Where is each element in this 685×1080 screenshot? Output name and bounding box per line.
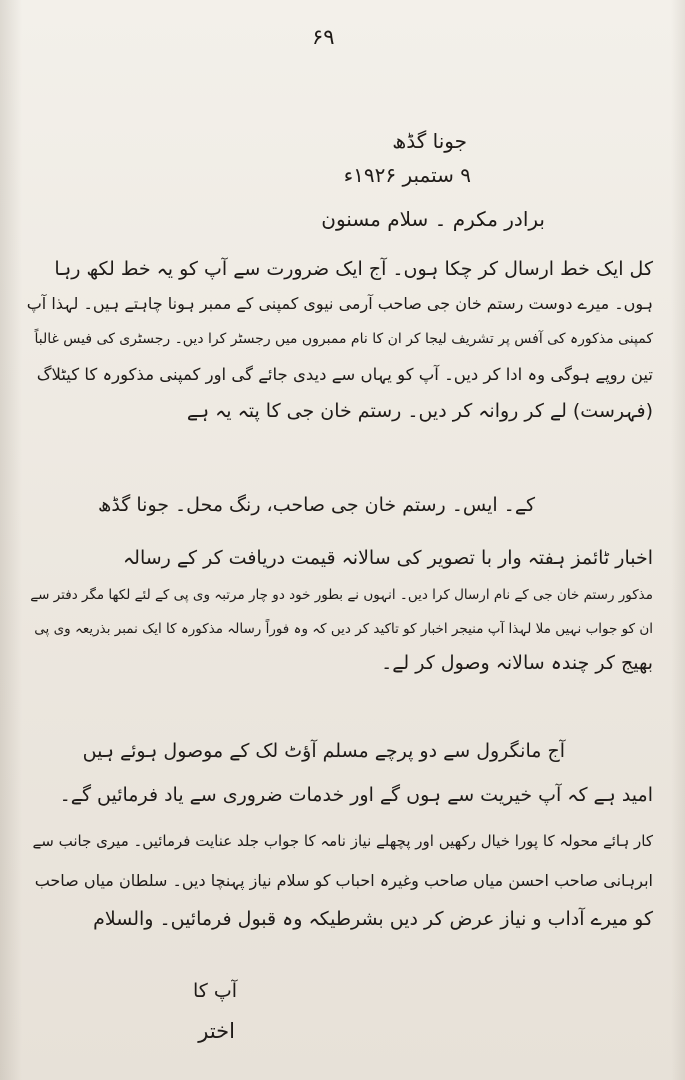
letter-salutation: برادر مکرم ۔ سلام مسنون	[321, 207, 545, 231]
letter-line: ان کو جواب نہیں ملا لہذا آپ منیجر اخبار کو تاکید کر دیں کہ وہ فوراً رسالہ مذکورہ کا ایک نمبر بذریعہ وی پی	[34, 621, 653, 637]
letter-line: مذکور رستم خان جی کے نام ارسال کرا دیں۔ انہوں نے بطور خود دو چار مرتبہ وی پی کے لئے لکھا مگر دفتر سے	[30, 587, 653, 603]
letter-closing: آپ کا	[192, 980, 237, 1002]
letter-line: کل ایک خط ارسال کر چکا ہوں۔ آج ایک ضرورت سے آپ کو یہ خط لکھ رہا	[54, 258, 653, 280]
letter-line: تین روپے ہوگی وہ ادا کر دیں۔ آپ کو یہاں سے دیدی جائے گی اور کمپنی مذکورہ کا کیٹلاگ	[36, 365, 653, 384]
letter-line: کو میرے آداب و نیاز عرض کر دیں بشرطیکہ وہ قبول فرمائیں۔ والسلام	[93, 908, 653, 930]
letter-line: کمپنی مذکورہ کی آفس پر تشریف لیجا کر ان کا نام ممبروں میں رجسٹر کرا دیں۔ رجسٹری کی فیس غالباً	[34, 331, 653, 347]
letter-place: جونا گڈھ	[392, 129, 467, 153]
letter-line: آج مانگرول سے دو پرچے مسلم آؤٹ لک کے موصول ہوئے ہیں	[82, 740, 565, 762]
page-number: ۶۹	[312, 25, 335, 49]
letter-line: بھیج کر چندہ سالانہ وصول کر لے۔	[381, 652, 653, 674]
letter-line: اخبار ٹائمز ہفتہ وار با تصویر کی سالانہ قیمت دریافت کر کے رسالہ	[123, 547, 653, 569]
letter-line: امید ہے کہ آپ خیریت سے ہوں گے اور خدمات ضروری سے یاد فرمائیں گے۔	[59, 784, 653, 806]
address-line: کے۔ ایس۔ رستم خان جی صاحب، رنگ محل۔ جونا گڈھ	[98, 494, 535, 516]
letter-line: کار ہائے محولہ کا پورا خیال رکھیں اور پچھلے نیاز نامہ کا جواب جلد عنایت فرمائیں۔ میری جانب سے	[32, 832, 653, 850]
letter-line: ہوں۔ میرے دوست رستم خان جی صاحب آرمی نیوی کمپنی کے ممبر ہونا چاہتے ہیں۔ لہذا آپ	[26, 294, 653, 313]
letter-line: ابرہانی صاحب احسن میاں صاحب وغیرہ احباب کو سلام نیاز پہنچا دیں۔ سلطان میاں صاحب	[34, 871, 653, 890]
letter-line: (فہرست) لے کر روانہ کر دیں۔ رستم خان جی کا پتہ یہ ہے	[186, 400, 653, 422]
letter-signature: اختر	[198, 1019, 235, 1043]
letter-date: ۹ ستمبر ۱۹۲۶ء	[343, 163, 471, 187]
